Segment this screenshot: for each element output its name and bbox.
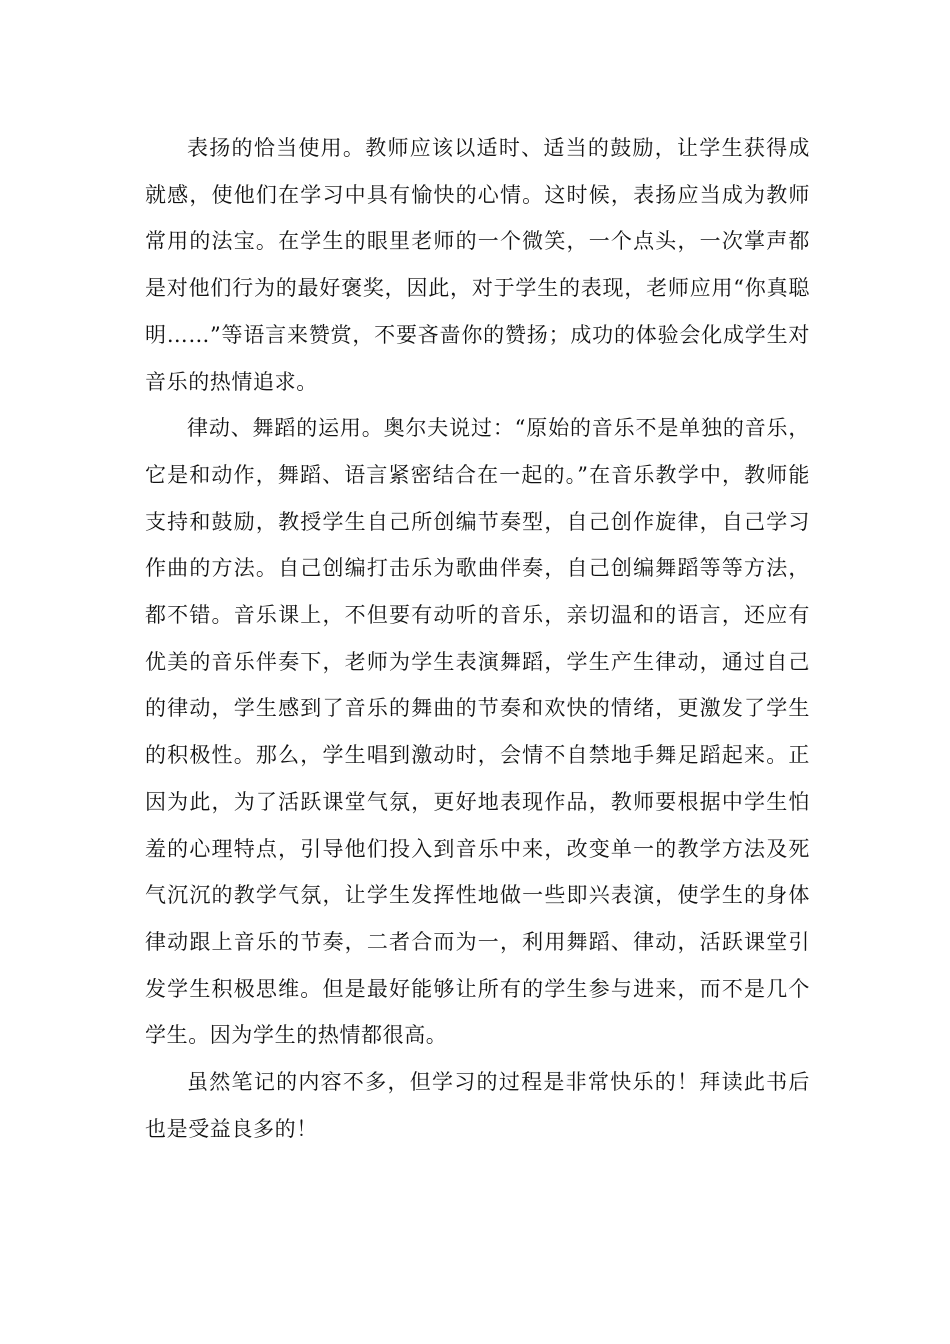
paragraph-conclusion: 虽然笔记的内容不多，但学习的过程是非常快乐的！拜读此书后也是受益良多的！ [145, 1070, 810, 1141]
paragraph-praise: 表扬的恰当使用。教师应该以适时、适当的鼓励，让学生获得成就感，使他们在学习中具有愉快的心情。这时候，表扬应当成为教师常用的法宝。在学生的眼里老师的一个微笑，一个点头，一次掌声都是对他们行为的最好褒奖，因此，对于学生的表现，老师应用“你真聪明……”等语言来赞赏，不要吝啬你的赞扬；成功的体验会化成学生对音乐的热情追求。 [145, 136, 810, 394]
paragraph-rhythm-dance: 律动、舞蹈的运用。奥尔夫说过：“原始的音乐不是单独的音乐，它是和动作，舞蹈、语言紧密结合在一起的。”在音乐教学中，教师能支持和鼓励，教授学生自己所创编节奏型，自己创作旋律，自己学习作曲的方法。自己创编打击乐为歌曲伴奏，自己创编舞蹈等等方法，都不错。音乐课上，不但要有动听的音乐，亲切温和的语言，还应有优美的音乐伴奏下，老师为学生表演舞蹈，学生产生律动，通过自己的律动，学生感到了音乐的舞曲的节奏和欢快的情绪，更激发了学生的积极性。那么，学生唱到激动时，会情不自禁地手舞足蹈起来。正因为此，为了活跃课堂气氛，更好地表现作品，教师要根据中学生怕羞的心理特点，引导他们投入到音乐中来，改变单一的教学方法及死气沉沉的教学气氛，让学生发挥性地做一些即兴表演，使学生的身体律动跟上音乐的节奏，二者合而为一，利用舞蹈、律动，活跃课堂引发学生积极思维。但是最好能够让所有的学生参与进来，而不是几个学生。因为学生的热情都很高。 [145, 416, 810, 1048]
